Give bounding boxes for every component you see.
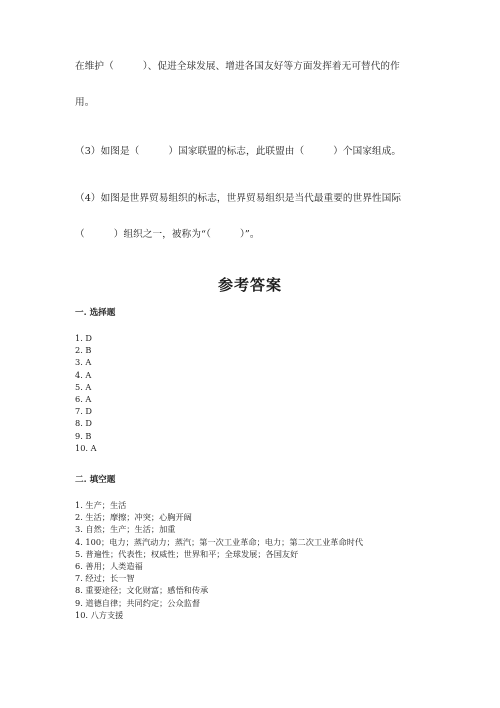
list-item: 9. 道德自律；共同约定；公众监督 bbox=[75, 597, 201, 608]
list-item: 4. 100；电力；蒸汽动力；蒸汽；第一次工业革命；电力；第二次工业革命时代 bbox=[75, 536, 364, 547]
fill-answer-list bbox=[75, 499, 363, 621]
list-item: 6. A bbox=[75, 394, 92, 405]
list-item: 4. A bbox=[75, 369, 92, 380]
list-item: 10. A bbox=[75, 442, 97, 453]
list-item: 6. 善用；人类造福 bbox=[75, 561, 143, 572]
list-item: 7. D bbox=[75, 406, 92, 417]
list-item: 3. 自然；生产；生活；加重 bbox=[75, 524, 176, 535]
question-line: （3）如图是（ ）国家联盟的标志，此联盟由（ ）个国家组成。 bbox=[75, 146, 402, 157]
list-item: 5. 普遍性；代表性；权威性；世界和平；全球发展；各国友好 bbox=[75, 548, 299, 559]
section-title-choice: 一. 选择题 bbox=[75, 308, 116, 318]
question-line: （ ）组织之一，被称为“（ ）”。 bbox=[75, 229, 260, 240]
list-item: 8. D bbox=[75, 418, 92, 429]
list-item: 8. 重要途径；文化财富；感悟和传承 bbox=[75, 585, 209, 596]
list-item: 2. B bbox=[75, 345, 92, 356]
section-title-fill: 二. 填空题 bbox=[75, 475, 116, 485]
list-item: 5. A bbox=[75, 381, 92, 392]
choice-answer-list bbox=[75, 332, 97, 454]
list-item: 7. 经过；长一智 bbox=[75, 573, 135, 584]
answer-key-title: 参考答案 bbox=[217, 276, 282, 294]
question-line: （4）如图是世界贸易组织的标志，世界贸易组织是当代最重要的世界性国际 bbox=[75, 193, 402, 204]
list-item: 3. A bbox=[75, 357, 92, 368]
list-item: 1. D bbox=[75, 333, 92, 343]
list-item: 10. 八方支援 bbox=[75, 609, 124, 620]
list-item: 9. B bbox=[75, 430, 92, 441]
question-line: 在维护（ ）、促进全球发展、增进各国友好等方面发挥着无可替代的作 bbox=[75, 61, 400, 72]
question-line: 用。 bbox=[75, 97, 95, 108]
list-item: 1. 生产；生活 bbox=[75, 500, 127, 510]
list-item: 2. 生活；摩擦；冲突；心胸开阔 bbox=[75, 512, 192, 523]
